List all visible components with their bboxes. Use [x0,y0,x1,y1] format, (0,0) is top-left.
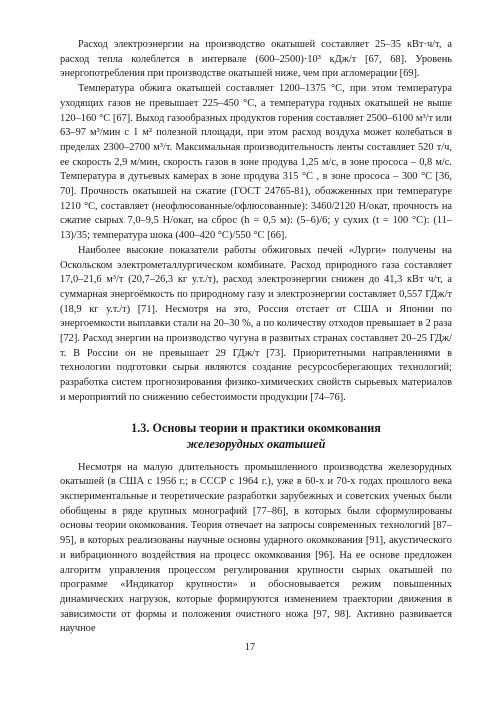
section-number: 1.3. [131,420,150,435]
section-heading [60,420,452,452]
paragraph: Температура обжига окатышей составляет 1200–1375 °С, при этом температура уходящих газов не превышает 225–450 °С, а температура годных окатышей не выше 120–160 °С [67]. Выход газообразных продуктов горения составляет 2500–6100 м³/т или 63–97 м³/мин с 1 м² полезной площади, при этом расход воздуха может колебаться в пределах 2300–2700 м³/т. Максимальная производительность ленты составляет 520 т/ч, ее скорость 2,9 м/мин, скорость газов в зоне продува 1,25 м/с, в зоне прососа – 0,8 м/с. Температура в дутьевых камерах в зоне продува 315 °С , в зоне прососа – 300 °С [36, 70]. Прочность окатышей на сжатие (ГОСТ 24765-81), обожженных при температуре 1210 °С, составляет (неофлюсованные/офлюсованные): 3460/2120 Н/окат, прочность на сжатие сырых 7,0–9,5 Н/окат, на сброс (h = 0,5 м): (5–6)/6; у сухих (t = 100 °С): (11–13)/35; температура шока (400–420 °С)/550 °С [66]. [60,83,452,242]
section-title-line2: железорудных окатышей [186,436,326,451]
paragraph: Несмотря на малую длительность промышленного производства железорудных окатышей (в США с 1956 г.; в СССР с 1964 г.), уже в 60-х и 70-х годах прошлого века экспериментальные и теоретические разработки зарубежных и советских ученых были обобщены в ряде крупных монографий [77–86], в которых были сформулированы основы теории окомкования. Теория отвечает на запросы современных технологий [87–95], в которых реализованы научные основы ударного окомкования [91], акустического и вибрационного воздействия на процесс окомкования [96]. На ее основе предложен алгоритм управления процессом регулирования крупности сырых окатышей по программе «Индикатор крупности» и обосновывается режим повышенных динамических нагрузок, которые формируются изменением траектории движения в зависимости от формы и положения очистного ножа [97, 98]. Активно развивается научное [60,461,452,635]
paragraph: Расход электроэнергии на производство окатышей составляет 25–35 кВт·ч/т, а расход тепла колеблется в интервале (600–2500)·10³ кДж/т [67, 68]. Уровень энергопотребления при производстве окатышей ниже, чем при агломерации [69]. [60,39,452,80]
page-number: 17 [244,642,256,653]
paragraph: Наиболее высокие показатели работы обжиговых печей «Лурги» получены на Оскольском электрометаллургическом комбинате. Расход природного газа составляет 17,0–21,6 м³/т (20,7–26,3 кг у.т./т), расход электроэнергии снижен до 41,3 кВт ч/т, а суммарная энергоёмкость по природному газу и электроэнергии составляет 0,557 ГДж/т (18,9 кг у.т./т) [71]. Несмотря на это, Россия отстает от США и Японии по энергоемкости выплавки стали на 20–30 %, а по количеству отходов превышает в 2 раза [72]. Расход энергии на производство чугуна в развитых странах составляет 20–25 ГДж/т. В России он не превышает 29 ГДж/т [73]. Приоритетными направлениями в технологии подготовки сырья являются создание ресурсосберегающих технологий; разработка систем прогнозирования физико-химических свойств сырьевых материалов и мероприятий по снижению себестоимости продукции [74–76]. [60,244,452,403]
section-title-line1: Основы теории и практики окомкования [152,420,381,435]
